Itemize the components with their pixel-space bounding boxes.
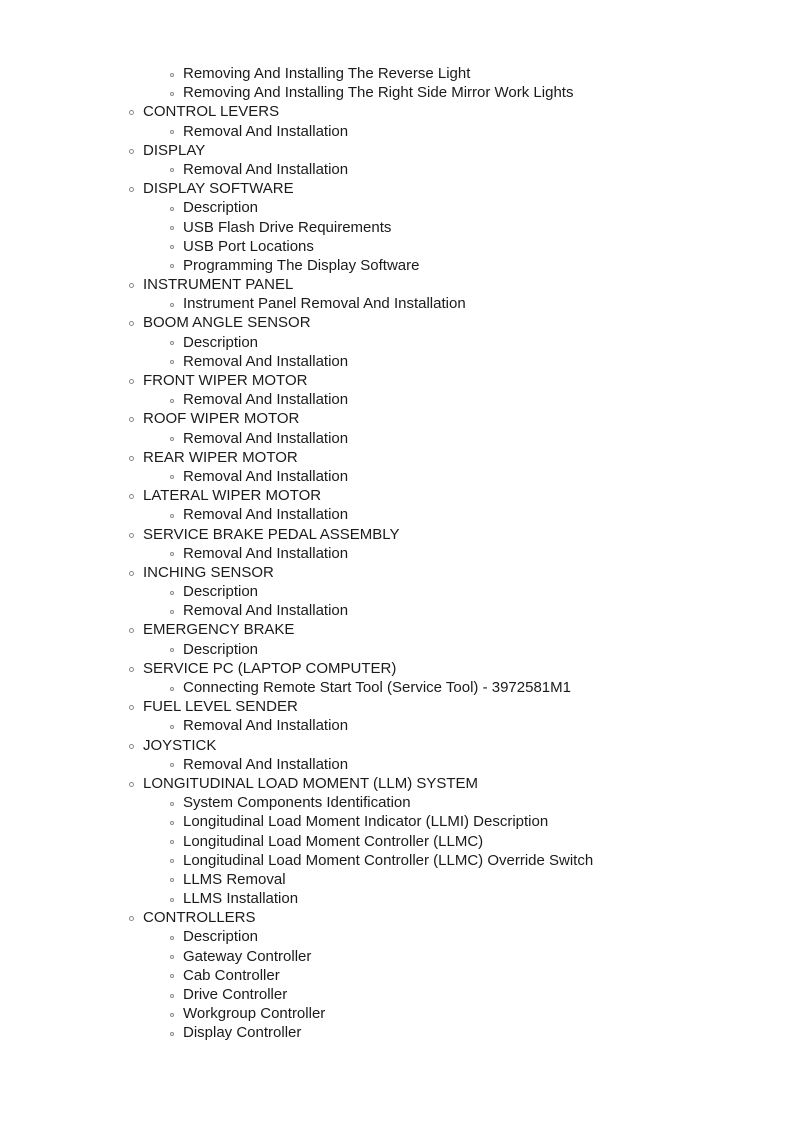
toc-entry-label: Removal And Installation xyxy=(183,352,349,370)
toc-section[interactable] xyxy=(0,409,794,428)
toc-entry-label: Description xyxy=(183,640,259,658)
bullet-icon xyxy=(170,245,174,249)
toc-subsection[interactable] xyxy=(0,64,794,83)
bullet-icon xyxy=(170,821,174,825)
bullet-icon xyxy=(170,955,174,959)
toc-subsection[interactable] xyxy=(0,640,794,659)
toc-subsection[interactable] xyxy=(0,256,794,275)
toc-entry-label: Removing And Installing The Reverse Light xyxy=(183,65,471,82)
bullet-icon xyxy=(170,859,174,863)
toc-section[interactable] xyxy=(0,371,794,390)
toc-entry-label: DISPLAY SOFTWARE xyxy=(143,180,294,198)
bullet-icon xyxy=(129,744,134,749)
toc-subsection[interactable] xyxy=(0,678,794,697)
bullet-icon xyxy=(129,321,134,326)
toc-entry-label: Drive Controller xyxy=(183,986,288,1003)
bullet-icon xyxy=(170,725,174,729)
toc-subsection[interactable] xyxy=(0,870,794,889)
toc-subsection[interactable] xyxy=(0,812,794,831)
toc-entry-label: Instrument Panel Removal And Installation xyxy=(183,295,466,313)
toc-entry-label: FRONT WIPER MOTOR xyxy=(143,372,308,389)
bullet-icon xyxy=(170,974,174,978)
bullet-icon xyxy=(170,437,174,441)
toc-entry-label: INCHING SENSOR xyxy=(143,563,274,581)
bullet-icon xyxy=(170,1032,174,1036)
bullet-icon xyxy=(129,705,134,710)
bullet-icon xyxy=(170,73,174,77)
toc-subsection[interactable] xyxy=(0,1004,794,1023)
toc-subsection[interactable] xyxy=(0,352,794,371)
toc-subsection[interactable] xyxy=(0,582,794,601)
toc-section[interactable] xyxy=(0,736,794,755)
toc-entry-label: LLMS Removal xyxy=(183,870,286,888)
toc-subsection[interactable] xyxy=(0,160,794,179)
toc-section[interactable] xyxy=(0,563,794,582)
toc-entry-label: Removal And Installation xyxy=(183,506,349,524)
toc-entry-label: Removal And Installation xyxy=(183,160,349,178)
toc-subsection[interactable] xyxy=(0,793,794,812)
toc-entry-label: CONTROL LEVERS xyxy=(143,103,280,121)
toc-subsection[interactable] xyxy=(0,294,794,313)
bullet-icon xyxy=(170,399,174,403)
toc-subsection[interactable] xyxy=(0,985,794,1004)
bullet-icon xyxy=(170,687,174,691)
toc-subsection[interactable] xyxy=(0,505,794,524)
toc-entry-label: Display Controller xyxy=(183,1024,302,1042)
bullet-icon xyxy=(170,994,174,998)
toc-entry-label: Description xyxy=(183,928,259,946)
toc-subsection[interactable] xyxy=(0,755,794,774)
toc-entry-label: USB Flash Drive Requirements xyxy=(183,218,392,236)
toc-entry-label: Removing And Installing The Right Side Mirror Work Lights xyxy=(183,84,574,102)
toc-subsection[interactable] xyxy=(0,198,794,217)
toc-subsection[interactable] xyxy=(0,927,794,946)
toc-subsection[interactable] xyxy=(0,832,794,851)
toc-entry-label: Removal And Installation xyxy=(183,717,349,735)
toc-entry-label: Workgroup Controller xyxy=(183,1005,326,1023)
toc-subsection[interactable] xyxy=(0,467,794,486)
toc-entry-label: JOYSTICK xyxy=(143,736,217,754)
toc-subsection[interactable] xyxy=(0,1023,794,1042)
bullet-icon xyxy=(129,283,134,288)
toc-subsection[interactable] xyxy=(0,83,794,102)
toc-entry-label: INSTRUMENT PANEL xyxy=(143,276,294,294)
bullet-icon xyxy=(170,360,174,364)
bullet-icon xyxy=(129,571,134,576)
toc-subsection[interactable] xyxy=(0,218,794,237)
toc-entry-label: CONTROLLERS xyxy=(143,909,256,927)
toc-entry-label: Longitudinal Load Moment Indicator (LLMI) Description xyxy=(183,813,549,831)
toc-entry-label: ROOF WIPER MOTOR xyxy=(143,410,300,428)
toc-entry-label: Description xyxy=(183,583,259,601)
bullet-icon xyxy=(170,1013,174,1017)
bullet-icon xyxy=(170,341,174,345)
bullet-icon xyxy=(129,110,134,115)
toc-section[interactable] xyxy=(0,275,794,294)
bullet-icon xyxy=(170,840,174,844)
toc-entry-label: Removal And Installation xyxy=(183,429,349,447)
toc-entry-label: BOOM ANGLE SENSOR xyxy=(143,314,311,332)
bullet-icon xyxy=(129,149,134,154)
toc-section[interactable] xyxy=(0,525,794,544)
toc-entry-label: Connecting Remote Start Tool (Service Tool) - 3972581M1 xyxy=(183,679,571,696)
toc-entry-label: DISPLAY xyxy=(143,141,206,159)
table-of-contents xyxy=(0,64,794,1043)
toc-entry-label: FUEL LEVEL SENDER xyxy=(143,698,298,716)
toc-section[interactable] xyxy=(0,179,794,198)
toc-section[interactable] xyxy=(0,620,794,639)
bullet-icon xyxy=(170,92,174,96)
toc-section[interactable] xyxy=(0,141,794,160)
bullet-icon xyxy=(170,130,174,134)
toc-subsection[interactable] xyxy=(0,947,794,966)
toc-subsection[interactable] xyxy=(0,851,794,870)
bullet-icon xyxy=(129,628,134,633)
toc-section[interactable] xyxy=(0,697,794,716)
toc-subsection[interactable] xyxy=(0,429,794,448)
toc-subsection[interactable] xyxy=(0,237,794,256)
toc-subsection[interactable] xyxy=(0,601,794,620)
toc-entry-label: Longitudinal Load Moment Controller (LLMC) xyxy=(183,832,484,850)
bullet-icon xyxy=(170,648,174,652)
toc-section[interactable] xyxy=(0,448,794,467)
toc-section[interactable] xyxy=(0,486,794,505)
toc-entry-label: Removal And Installation xyxy=(183,755,349,773)
bullet-icon xyxy=(129,916,134,921)
bullet-icon xyxy=(170,878,174,882)
toc-subsection[interactable] xyxy=(0,333,794,352)
bullet-icon xyxy=(129,379,134,384)
bullet-icon xyxy=(170,475,174,479)
bullet-icon xyxy=(170,514,174,518)
toc-entry-label: Removal And Installation xyxy=(183,122,349,140)
toc-entry-label: USB Port Locations xyxy=(183,237,314,255)
toc-entry-label: Removal And Installation xyxy=(183,467,349,485)
toc-entry-label: Cab Controller xyxy=(183,966,280,984)
toc-section[interactable] xyxy=(0,774,794,793)
bullet-icon xyxy=(170,303,174,307)
bullet-icon xyxy=(129,533,134,538)
bullet-icon xyxy=(170,552,174,556)
toc-entry-label: LATERAL WIPER MOTOR xyxy=(143,487,322,505)
toc-entry-label: LONGITUDINAL LOAD MOMENT (LLM) SYSTEM xyxy=(143,774,479,792)
bullet-icon xyxy=(170,802,174,806)
toc-entry-label: Removal And Installation xyxy=(183,602,349,620)
bullet-icon xyxy=(170,898,174,902)
toc-entry-label: SERVICE PC (LAPTOP COMPUTER) xyxy=(143,659,397,677)
toc-section[interactable] xyxy=(0,102,794,121)
toc-entry-label: System Components Identification xyxy=(183,794,411,812)
toc-subsection[interactable] xyxy=(0,544,794,563)
bullet-icon xyxy=(129,782,134,787)
bullet-icon xyxy=(170,936,174,940)
toc-entry-label: EMERGENCY BRAKE xyxy=(143,621,295,639)
toc-subsection[interactable] xyxy=(0,122,794,141)
bullet-icon xyxy=(129,456,134,461)
bullet-icon xyxy=(170,264,174,268)
bullet-icon xyxy=(170,763,174,767)
toc-subsection[interactable] xyxy=(0,716,794,735)
toc-entry-label: Programming The Display Software xyxy=(183,256,420,274)
toc-section[interactable] xyxy=(0,908,794,927)
toc-entry-label: Longitudinal Load Moment Controller (LLMC) Override Switch xyxy=(183,851,594,869)
bullet-icon xyxy=(129,417,134,422)
toc-section[interactable] xyxy=(0,659,794,678)
bullet-icon xyxy=(170,226,174,230)
toc-entry-label: Description xyxy=(183,199,259,217)
bullet-icon xyxy=(170,610,174,614)
toc-entry-label: Description xyxy=(183,333,259,351)
toc-entry-label: Removal And Installation xyxy=(183,391,349,409)
bullet-icon xyxy=(129,667,134,672)
toc-entry-label: REAR WIPER MOTOR xyxy=(143,448,298,466)
bullet-icon xyxy=(170,207,174,211)
bullet-icon xyxy=(129,187,134,192)
toc-entry-label: Removal And Installation xyxy=(183,544,349,562)
bullet-icon xyxy=(129,494,134,499)
bullet-icon xyxy=(170,168,174,172)
toc-subsection[interactable] xyxy=(0,390,794,409)
toc-section[interactable] xyxy=(0,313,794,332)
bullet-icon xyxy=(170,591,174,595)
toc-subsection[interactable] xyxy=(0,889,794,908)
toc-subsection[interactable] xyxy=(0,966,794,985)
toc-entry-label: LLMS Installation xyxy=(183,890,299,908)
toc-entry-label: SERVICE BRAKE PEDAL ASSEMBLY xyxy=(143,525,400,543)
toc-entry-label: Gateway Controller xyxy=(183,947,312,965)
